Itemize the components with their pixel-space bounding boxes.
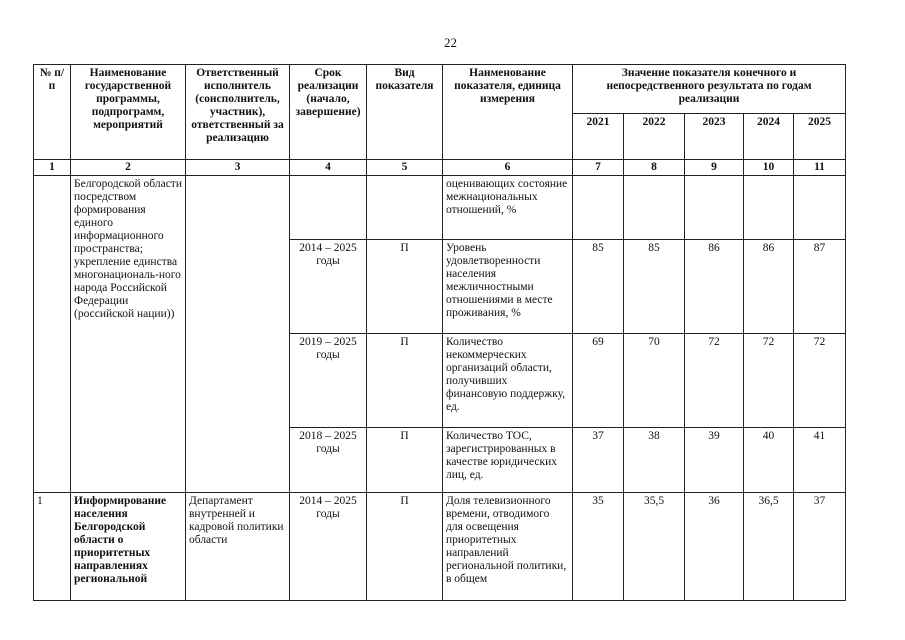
header-year: 2021 [573, 114, 624, 160]
value-2024: 36,5 [744, 493, 794, 601]
column-number: 11 [794, 160, 846, 176]
value-2023: 72 [685, 334, 744, 428]
value-2022: 85 [624, 240, 685, 334]
table-row [34, 176, 846, 240]
program-name: Белгородской области посредством формирования единого информационного пространства; укрепление единства многонациональ-ного народа Российской Федерации (российской нации)) [71, 176, 186, 493]
indicators-table [33, 64, 846, 601]
indicator-name: Уровень удовлетворенности населения межличностными отношениями в месте проживания, % [443, 240, 573, 334]
indicator-name: оценивающих состояние межнациональных отношений, % [443, 176, 573, 240]
value-2024: 72 [744, 334, 794, 428]
column-number: 2 [71, 160, 186, 176]
column-number: 3 [186, 160, 290, 176]
value-2024: 86 [744, 240, 794, 334]
column-number: 6 [443, 160, 573, 176]
column-number-row [34, 160, 846, 176]
executor: Департамент внутренней и кадровой политики области [186, 493, 290, 601]
period: 2019 – 2025 годы [290, 334, 367, 428]
value-2021: 35 [573, 493, 624, 601]
period: 2014 – 2025 годы [290, 493, 367, 601]
header-col-executor: Ответственный исполнитель (соисполнитель, участник), ответственный за реализацию [186, 65, 290, 160]
value-2025: 72 [794, 334, 846, 428]
value-2022: 35,5 [624, 493, 685, 601]
value-2023 [685, 176, 744, 240]
header-group-values: Значение показателя конечного и непосредственного результата по годам реализации [573, 65, 846, 114]
column-number: 5 [367, 160, 443, 176]
value-2024: 40 [744, 428, 794, 493]
column-number: 7 [573, 160, 624, 176]
period: 2014 – 2025 годы [290, 240, 367, 334]
table-row [34, 493, 846, 601]
program-name: Информирование населения Белгородской области о приоритетных направлениях региональной [71, 493, 186, 601]
value-2022: 70 [624, 334, 685, 428]
value-2021: 85 [573, 240, 624, 334]
value-2024 [744, 176, 794, 240]
header-year: 2025 [794, 114, 846, 160]
indicator-name: Количество некоммерческих организаций области, получивших финансовую поддержку, ед. [443, 334, 573, 428]
period [290, 176, 367, 240]
header-col-number: № п/п [34, 65, 71, 160]
indicator-name: Количество ТОС, зарегистрированных в качестве юридических лиц, ед. [443, 428, 573, 493]
indicator-type: П [367, 240, 443, 334]
value-2025: 87 [794, 240, 846, 334]
value-2025: 37 [794, 493, 846, 601]
row-number: 1 [34, 493, 71, 601]
value-2021: 69 [573, 334, 624, 428]
indicator-type: П [367, 493, 443, 601]
value-2025 [794, 176, 846, 240]
column-number: 4 [290, 160, 367, 176]
indicator-type [367, 176, 443, 240]
value-2023: 36 [685, 493, 744, 601]
value-2022: 38 [624, 428, 685, 493]
indicator-name: Доля телевизионного времени, отводимого для освещения приоритетных направлений региональной политики, в общем [443, 493, 573, 601]
page-number: 22 [444, 35, 457, 50]
value-2021 [573, 176, 624, 240]
header-col-indicator: Наименование показателя, единица измерения [443, 65, 573, 160]
column-number: 1 [34, 160, 71, 176]
header-col-type: Вид показателя [367, 65, 443, 160]
indicator-type: П [367, 428, 443, 493]
header-year: 2024 [744, 114, 794, 160]
value-2023: 86 [685, 240, 744, 334]
column-number: 9 [685, 160, 744, 176]
header-row [34, 65, 846, 114]
period: 2018 – 2025 годы [290, 428, 367, 493]
value-2023: 39 [685, 428, 744, 493]
header-year: 2022 [624, 114, 685, 160]
header-year: 2023 [685, 114, 744, 160]
header-col-program: Наименование государственной программы, подпрограмм, мероприятий [71, 65, 186, 160]
executor [186, 176, 290, 493]
value-2022 [624, 176, 685, 240]
header-col-period: Срок реализации (начало, завершение) [290, 65, 367, 160]
value-2021: 37 [573, 428, 624, 493]
value-2025: 41 [794, 428, 846, 493]
column-number: 8 [624, 160, 685, 176]
indicator-type: П [367, 334, 443, 428]
column-number: 10 [744, 160, 794, 176]
row-number [34, 176, 71, 493]
